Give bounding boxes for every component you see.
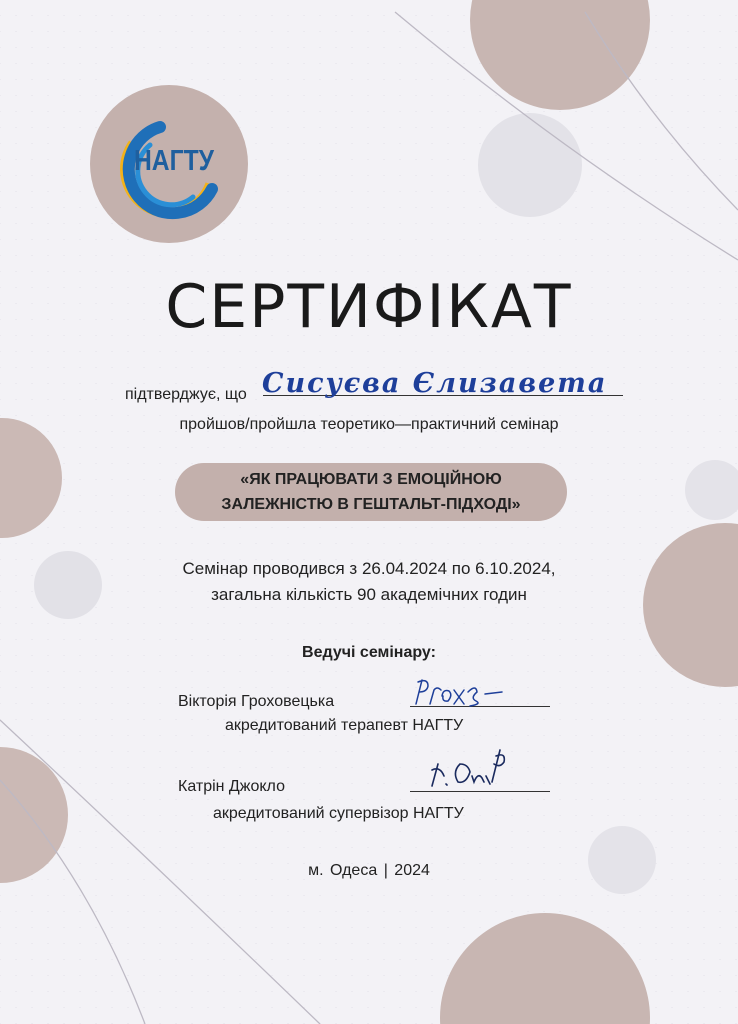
seminar-title-line-2: ЗАЛЕЖНІСТЮ В ГЕШТАЛЬТ-ПІДХОДІ» [221,496,521,513]
footer-separator: | [383,862,388,879]
confirm-label: підтверджує, що [125,386,247,403]
footer [0,862,738,880]
seminar-title-line-1: «ЯК ПРАЦЮВАТИ З ЕМОЦІЙНОЮ [240,471,502,488]
leader-role-2: акредитований супервізор НАГТУ [213,805,464,822]
seminar-title-box [175,463,567,521]
seminar-dates: Семінар проводився з 26.04.2024 по 6.10.2024, [182,559,556,578]
deco-circle-light-right [685,460,738,520]
signature-2 [420,742,520,792]
deco-circle-light-top [478,113,582,217]
footer-city: м. Одеса [308,862,378,879]
deco-circle-light-bottom [588,826,656,894]
deco-circle-left [0,418,62,538]
seminar-hours: загальна кількість 90 академічних годин [211,585,527,604]
completion-text: пройшов/пройшла теоретико—практичний семінар [179,416,559,433]
logo [90,85,248,243]
leader-name-2: Катрін Джокло [178,778,285,795]
leader-name-1: Вікторія Гроховецька [178,693,335,710]
seminar-info [0,556,738,608]
recipient-name: Сисуєва Єлизавета [262,368,608,399]
footer-year: 2024 [394,862,430,879]
deco-circle-bottom [440,913,650,1024]
certificate-title: СЕРТИФІКАТ [165,272,573,342]
logo-text: НАГТУ [134,145,214,177]
leader-role-1: акредитований терапевт НАГТУ [225,717,464,734]
signature-1 [410,676,510,710]
leaders-heading: Ведучі семінару: [302,644,436,661]
